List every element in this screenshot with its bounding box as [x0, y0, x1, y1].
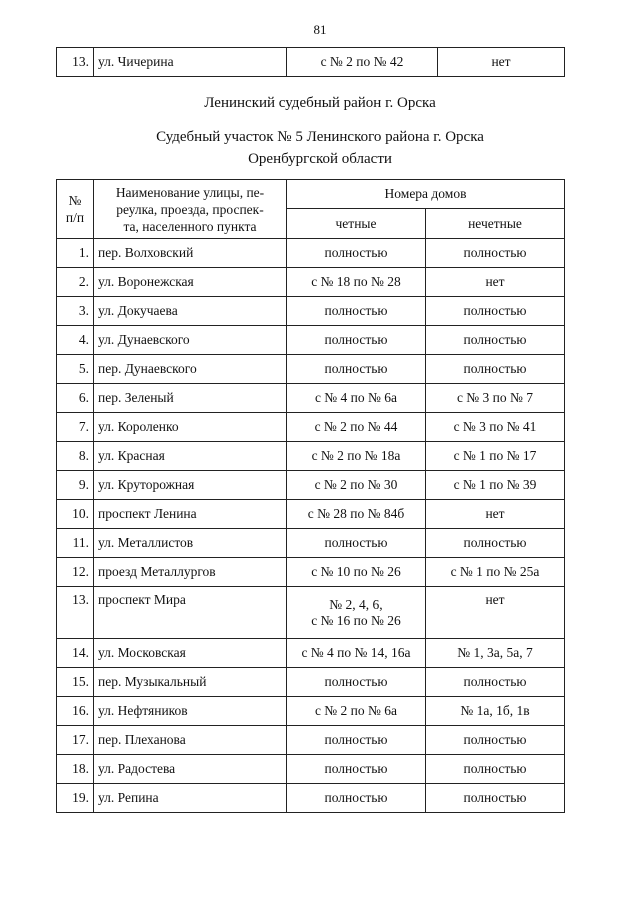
street-name: ул. Нефтяников [94, 697, 287, 726]
odd-houses: с № 3 по № 7 [426, 384, 565, 413]
header-even: четные [287, 209, 426, 239]
row-number: 4. [57, 326, 94, 355]
district-title: Ленинский судебный район г. Орска [204, 95, 436, 111]
row-number: 9. [57, 471, 94, 500]
odd-houses: полностью [426, 755, 565, 784]
table-row [57, 668, 565, 697]
row-number: 15. [57, 668, 94, 697]
row-number: 6. [57, 384, 94, 413]
street-name: пер. Зеленый [94, 384, 287, 413]
table-row [57, 268, 565, 297]
table-row [57, 239, 565, 268]
table-row [57, 48, 565, 77]
street-name: пер. Музыкальный [94, 668, 287, 697]
table-row [57, 784, 565, 813]
table-row [57, 413, 565, 442]
streets-table [56, 179, 565, 813]
odd-houses: нет [426, 268, 565, 297]
even-houses: с № 2 по № 30 [287, 471, 426, 500]
odd-houses: нет [426, 587, 565, 639]
street-name: проспект Ленина [94, 500, 287, 529]
even-houses: с № 4 по № 14, 16а [287, 639, 426, 668]
section-title [0, 126, 640, 170]
odd-houses: с № 1 по № 17 [426, 442, 565, 471]
row-number: 12. [57, 558, 94, 587]
even-houses: полностью [287, 529, 426, 558]
even-houses: с № 10 по № 26 [287, 558, 426, 587]
row-number: 2. [57, 268, 94, 297]
table-row [57, 587, 565, 639]
odd-houses: полностью [426, 297, 565, 326]
even-houses-line2: с № 16 по № 26 [311, 612, 401, 628]
street-name: ул. Московская [94, 639, 287, 668]
row-number: 7. [57, 413, 94, 442]
table-row [57, 442, 565, 471]
table-row [57, 726, 565, 755]
table-row [57, 558, 565, 587]
odd-houses: с № 1 по № 39 [426, 471, 565, 500]
even-houses: полностью [287, 239, 426, 268]
row-number: 16. [57, 697, 94, 726]
section-title-line1: Судебный участок № 5 Ленинского района г. Орска [156, 129, 484, 145]
row-number: 13. [57, 48, 94, 77]
row-number: 5. [57, 355, 94, 384]
odd-houses: с № 3 по № 41 [426, 413, 565, 442]
odd-houses: полностью [426, 239, 565, 268]
even-houses: с № 2 по № 42 [287, 48, 438, 77]
even-houses: с № 18 по № 28 [287, 268, 426, 297]
row-number: 14. [57, 639, 94, 668]
street-name: ул. Красная [94, 442, 287, 471]
odd-houses: полностью [426, 326, 565, 355]
even-houses [287, 587, 426, 639]
street-name: ул. Репина [94, 784, 287, 813]
table-row [57, 500, 565, 529]
header-number-line2: п/п [65, 210, 85, 225]
odd-houses: полностью [426, 784, 565, 813]
header-street-line1: Наименование улицы, пе- [115, 184, 265, 200]
header-number-line1: № [68, 193, 82, 208]
header-street [94, 180, 287, 239]
odd-houses: с № 1 по № 25а [426, 558, 565, 587]
street-name: ул. Докучаева [94, 297, 287, 326]
row-number: 18. [57, 755, 94, 784]
row-number: 19. [57, 784, 94, 813]
row-number: 10. [57, 500, 94, 529]
street-name: ул. Дунаевского [94, 326, 287, 355]
header-row [57, 180, 565, 209]
even-houses: с № 4 по № 6а [287, 384, 426, 413]
odd-houses: полностью [426, 668, 565, 697]
page-number: 81 [313, 22, 327, 37]
street-name: проспект Мира [94, 587, 287, 639]
row-number: 8. [57, 442, 94, 471]
table-row [57, 755, 565, 784]
even-houses: полностью [287, 755, 426, 784]
table-row [57, 639, 565, 668]
street-name: ул. Радостева [94, 755, 287, 784]
odd-houses: полностью [426, 355, 565, 384]
odd-houses: № 1, 3а, 5а, 7 [426, 639, 565, 668]
street-name: ул. Круторожная [94, 471, 287, 500]
street-name: пер. Плеханова [94, 726, 287, 755]
even-houses: полностью [287, 355, 426, 384]
table-row [57, 471, 565, 500]
table-row [57, 697, 565, 726]
even-houses: полностью [287, 784, 426, 813]
header-street-line2: реулка, проезда, проспек- [116, 201, 264, 217]
continued-table [56, 47, 565, 77]
row-number: 11. [57, 529, 94, 558]
even-houses: с № 2 по № 18а [287, 442, 426, 471]
header-street-line3: та, населенного пункта [123, 218, 257, 234]
even-houses: с № 2 по № 6а [287, 697, 426, 726]
table-row [57, 297, 565, 326]
even-houses: полностью [287, 297, 426, 326]
even-houses: с № 2 по № 44 [287, 413, 426, 442]
odd-houses: нет [438, 48, 565, 77]
table-row [57, 326, 565, 355]
table-row [57, 529, 565, 558]
row-number: 17. [57, 726, 94, 755]
street-name: ул. Чичерина [94, 48, 287, 77]
odd-houses: нет [426, 500, 565, 529]
street-name: ул. Короленко [94, 413, 287, 442]
street-name: ул. Металлистов [94, 529, 287, 558]
row-number: 13. [57, 587, 94, 639]
even-houses-line1: № 2, 4, 6, [329, 596, 383, 612]
section-title-line2: Оренбургской области [248, 151, 392, 167]
header-houses: Номера домов [287, 180, 565, 209]
even-houses: с № 28 по № 84б [287, 500, 426, 529]
header-odd: нечетные [426, 209, 565, 239]
odd-houses: полностью [426, 726, 565, 755]
street-name: ул. Воронежская [94, 268, 287, 297]
even-houses: полностью [287, 326, 426, 355]
header-number [57, 180, 94, 239]
table-row [57, 355, 565, 384]
street-name: проезд Металлургов [94, 558, 287, 587]
even-houses: полностью [287, 726, 426, 755]
row-number: 1. [57, 239, 94, 268]
odd-houses: полностью [426, 529, 565, 558]
street-name: пер. Волховский [94, 239, 287, 268]
table-body [57, 239, 565, 813]
row-number: 3. [57, 297, 94, 326]
table-row [57, 384, 565, 413]
odd-houses: № 1а, 1б, 1в [426, 697, 565, 726]
even-houses: полностью [287, 668, 426, 697]
street-name: пер. Дунаевского [94, 355, 287, 384]
